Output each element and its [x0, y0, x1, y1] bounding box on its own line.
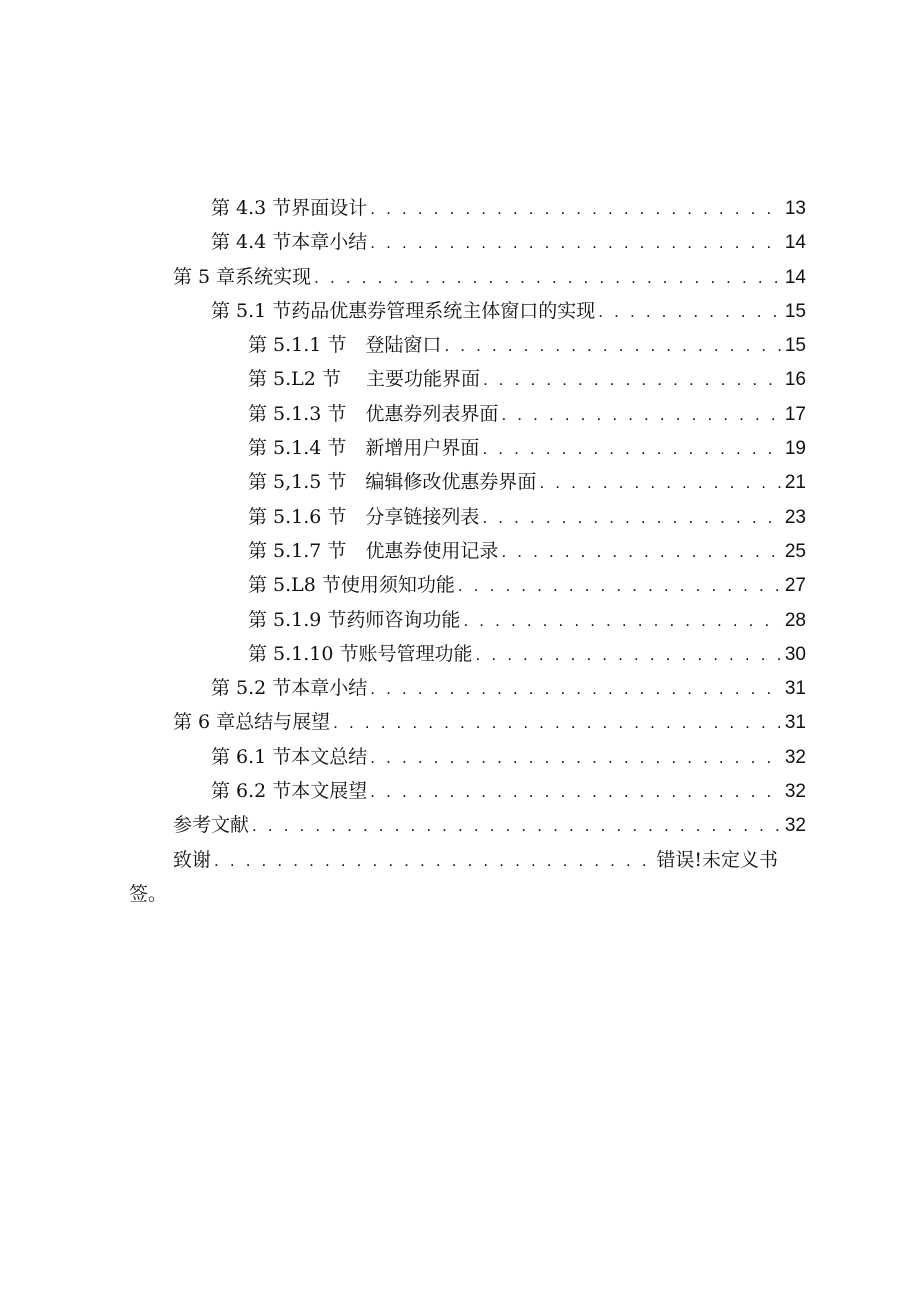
toc-entry-title: 第 6.1 节本文总结: [211, 745, 368, 768]
toc-entry-title: 第 5.1.9 节药师咨询功能: [248, 608, 461, 631]
toc-entry-title: 第 5.1.4 节 新增用户界面: [248, 437, 480, 460]
toc-entry-title: 第 5,1.5 节 编辑修改优惠券界面: [248, 471, 537, 494]
toc-leader-dots: [333, 706, 782, 740]
toc-entry[interactable]: [0, 534, 920, 568]
toc-entry[interactable]: [0, 225, 920, 259]
toc-entry[interactable]: [0, 362, 920, 396]
toc-leader-dots: [370, 741, 782, 775]
toc-page-number: 15: [784, 300, 806, 322]
toc-error-text: 错误!未定义书: [656, 848, 778, 871]
toc-page-number: 32: [784, 781, 806, 803]
toc-page-number: 25: [784, 540, 806, 562]
toc-entry-title: 第 5.1.1 节 登陆窗口: [248, 334, 442, 357]
toc-page-number: 32: [784, 815, 806, 837]
toc-page-number: 21: [784, 472, 806, 494]
toc-entry[interactable]: [0, 637, 920, 671]
toc-page-number: 17: [784, 403, 806, 425]
toc-leader-dots: [458, 569, 782, 603]
table-of-contents: [0, 191, 920, 905]
toc-entry-title: 第 5.1.7 节 优惠券使用记录: [248, 539, 499, 562]
toc-entry[interactable]: [0, 500, 920, 534]
toc-page-number: 31: [784, 712, 806, 734]
toc-leader-dots: [370, 672, 782, 706]
toc-page-number: 23: [784, 506, 806, 528]
toc-entry-title: 第 6.2 节本文展望: [211, 780, 368, 803]
toc-entry[interactable]: [0, 431, 920, 465]
toc-leader-dots: [214, 844, 653, 878]
toc-page-number: 28: [784, 609, 806, 631]
toc-leader-dots: [539, 466, 781, 500]
toc-entry[interactable]: [0, 740, 920, 774]
toc-page-number: 15: [784, 335, 806, 357]
toc-error-text-wrap: 签。: [129, 882, 168, 905]
toc-leader-dots: [370, 192, 782, 226]
toc-page-number: 16: [784, 369, 806, 391]
toc-page-number: 30: [784, 643, 806, 665]
toc-leader-dots: [444, 329, 781, 363]
toc-leader-dots: [482, 432, 781, 466]
toc-entry-title: 参考文献: [173, 814, 250, 837]
toc-entry[interactable]: [0, 808, 920, 842]
toc-entry[interactable]: [0, 705, 920, 739]
toc-leader-dots: [476, 638, 782, 672]
toc-entry-title: 第 4.4 节本章小结: [211, 231, 368, 254]
toc-leader-dots: [501, 398, 781, 432]
toc-list: [0, 191, 920, 843]
toc-page-number: 27: [784, 575, 806, 597]
toc-entry-title: 第 5.1.6 节 分享链接列表: [248, 505, 480, 528]
toc-entry-title: 第 5.1.3 节 优惠券列表界面: [248, 402, 499, 425]
toc-leader-dots: [501, 535, 781, 569]
toc-leader-dots: [314, 261, 782, 295]
toc-entry[interactable]: [0, 260, 920, 294]
toc-entry-title: 第 4.3 节界面设计: [211, 197, 368, 219]
toc-entry-title: 第 5.1 节药品优惠券管理系统主体窗口的实现: [211, 299, 596, 322]
toc-entry-title: 致谢: [173, 848, 212, 871]
toc-entry[interactable]: [0, 328, 920, 362]
toc-leader-dots: [252, 809, 782, 843]
toc-entry[interactable]: [0, 603, 920, 637]
toc-entry-title: 第 6 章总结与展望: [173, 711, 331, 734]
toc-page-number: 14: [784, 266, 806, 288]
toc-entry[interactable]: [0, 397, 920, 431]
toc-entry[interactable]: [0, 191, 920, 225]
toc-page-number: 19: [784, 438, 806, 460]
toc-entry[interactable]: [0, 568, 920, 602]
toc-entry[interactable]: [0, 671, 920, 705]
toc-entry-title: 第 5.L8 节使用须知功能: [248, 574, 455, 597]
toc-entry-title: 第 5.1.10 节账号管理功能: [248, 642, 473, 665]
toc-page-number: 32: [784, 746, 806, 768]
toc-page-number: 14: [784, 232, 806, 254]
toc-entry[interactable]: [0, 774, 920, 808]
toc-entry-title: 第 5 章系统实现: [173, 265, 312, 288]
toc-leader-dots: [482, 501, 781, 535]
toc-leader-dots: [463, 604, 781, 638]
toc-leader-dots: [370, 775, 782, 809]
toc-page-number: 31: [784, 678, 806, 700]
toc-entry[interactable]: [0, 294, 920, 328]
toc-leader-dots: [370, 226, 782, 260]
toc-page-number: 13: [784, 198, 806, 219]
toc-leader-dots: [483, 363, 782, 397]
toc-entry-title: 第 5.L2 节 主要功能界面: [248, 368, 480, 391]
toc-entry-title: 第 5.2 节本章小结: [211, 677, 368, 700]
toc-leader-dots: [598, 295, 782, 329]
toc-entry[interactable]: [0, 465, 920, 499]
toc-entry-acknowledgement[interactable]: [0, 843, 920, 905]
